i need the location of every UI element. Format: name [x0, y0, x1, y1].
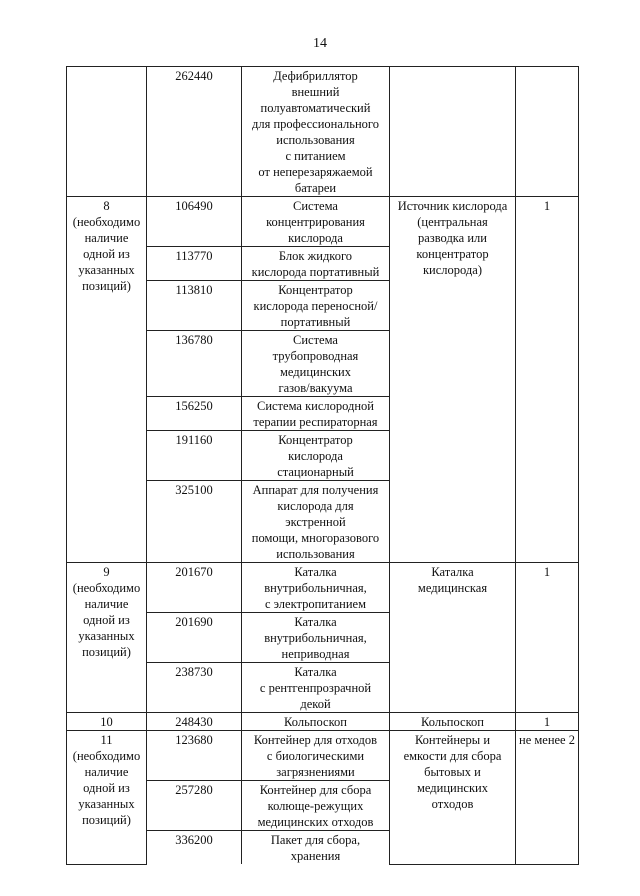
name-cell	[242, 563, 390, 613]
cell-text-line: терапии респираторная	[253, 415, 378, 429]
cell-text-line: с биологическими	[266, 749, 365, 763]
cell-text-line: (необходимо	[72, 215, 141, 229]
cell-text-line: Контейнер для отходов	[253, 733, 378, 747]
name-cell	[242, 481, 390, 563]
cell-text-line: Контейнеры и	[414, 733, 491, 747]
cell-text-line: указанных	[78, 797, 135, 811]
cell-text-line: (необходимо	[72, 581, 141, 595]
name-cell	[242, 67, 390, 197]
cell-text-line: Система	[293, 199, 338, 213]
code-cell: 238730	[147, 663, 242, 713]
cell-text-line: Каталка	[294, 565, 337, 579]
cell-text-line: позиций)	[82, 813, 131, 827]
cell-text-line: внутрибольничная,	[264, 631, 367, 645]
cell-text-line: с рентгенпрозрачной	[259, 681, 372, 695]
name-cell	[242, 247, 390, 281]
name-cell	[242, 397, 390, 431]
code-cell: 201690	[147, 613, 242, 663]
cell-text-line: Кольпоскоп	[421, 715, 484, 729]
cell-text-line: отходов	[431, 797, 474, 811]
cell-text-line: от неперезаряжаемой	[258, 165, 373, 179]
code-cell: 123680	[147, 731, 242, 781]
cell-text-line: загрязнениями	[276, 765, 355, 779]
cell-text-line: трубопроводная	[272, 349, 359, 363]
cell-text-line: одной из	[83, 247, 130, 261]
cell-text-line: медицинских	[417, 781, 488, 795]
name-cell	[242, 431, 390, 481]
type-cell	[390, 67, 516, 197]
cell-text-line: Аппарат для получения	[252, 483, 379, 497]
code-cell: 248430	[147, 713, 242, 731]
cell-text-line: 11	[100, 733, 113, 747]
cell-text-line: Источник кислорода	[397, 199, 508, 213]
cell-text-line: указанных	[78, 629, 135, 643]
table-row	[67, 67, 579, 197]
cell-text-line: указанных	[78, 263, 135, 277]
qty-cell: 1	[516, 713, 579, 731]
cell-text-line: позиций)	[82, 645, 131, 659]
name-cell	[242, 281, 390, 331]
cell-text-line: хранения	[290, 849, 341, 863]
cell-text-line: одной из	[83, 613, 130, 627]
cell-text-line: медицинских отходов	[257, 815, 374, 829]
cell-text-line: Концентратор	[278, 283, 353, 297]
cell-text-line: 10	[100, 715, 113, 729]
name-cell	[242, 331, 390, 397]
cell-text-line: емкости для сбора	[403, 749, 502, 763]
cell-text-line: использования	[276, 547, 355, 561]
table-row	[67, 563, 579, 613]
code-cell: 106490	[147, 197, 242, 247]
cell-text-line: разводка или	[418, 231, 487, 245]
code-cell: 156250	[147, 397, 242, 431]
name-cell	[242, 731, 390, 781]
cell-text-line: колюще-режущих	[267, 799, 364, 813]
code-cell: 325100	[147, 481, 242, 563]
cell-text-line: Система кислородной	[256, 399, 374, 413]
cell-text-line: экстренной	[285, 515, 346, 529]
name-cell	[242, 781, 390, 831]
name-cell	[242, 613, 390, 663]
cell-text-line: кислорода)	[422, 263, 482, 277]
code-cell: 113770	[147, 247, 242, 281]
cell-text-line: наличие	[84, 765, 129, 779]
qty-cell: не менее 2	[516, 731, 579, 865]
cell-text-line: концентратор	[416, 247, 489, 261]
cell-text-line: Пакет для сбора,	[270, 833, 361, 847]
cell-text-line: концентрирования	[266, 215, 365, 229]
type-cell	[390, 713, 516, 731]
cell-text-line: (необходимо	[72, 749, 141, 763]
name-cell	[242, 663, 390, 713]
cell-text-line: 8	[103, 199, 110, 213]
code-cell: 113810	[147, 281, 242, 331]
group-cell	[67, 197, 147, 563]
cell-text-line: наличие	[84, 597, 129, 611]
cell-text-line: (центральная	[417, 215, 488, 229]
name-cell	[242, 831, 390, 865]
cell-text-line: медицинских	[280, 365, 351, 379]
type-cell	[390, 563, 516, 713]
cell-text-line: наличие	[84, 231, 129, 245]
cell-text-line: Концентратор	[278, 433, 353, 447]
cell-text-line: полуавтоматический	[260, 101, 371, 115]
cell-text-line: портативный	[280, 315, 351, 329]
code-cell: 257280	[147, 781, 242, 831]
cell-text-line: Каталка	[294, 615, 337, 629]
qty-cell: 1	[516, 197, 579, 563]
cell-text-line: одной из	[83, 781, 130, 795]
cell-text-line: позиций)	[82, 279, 131, 293]
cell-text-line: Каталка	[294, 665, 337, 679]
cell-text-line: внешний	[291, 85, 340, 99]
name-cell	[242, 197, 390, 247]
table-row	[67, 731, 579, 781]
cell-text-line: кислорода переносной/	[253, 299, 378, 313]
equipment-table	[66, 66, 579, 865]
cell-text-line: Каталка	[431, 565, 474, 579]
cell-text-line: бытовых и	[424, 765, 481, 779]
qty-cell	[516, 67, 579, 197]
cell-text-line: газов/вакуума	[278, 381, 353, 395]
cell-text-line: Система	[293, 333, 338, 347]
cell-text-line: неприводная	[281, 647, 350, 661]
cell-text-line: кислорода	[288, 231, 343, 245]
group-cell	[67, 731, 147, 865]
qty-cell: 1	[516, 563, 579, 713]
cell-text-line: Кольпоскоп	[284, 715, 347, 729]
table-row	[67, 197, 579, 247]
code-cell: 262440	[147, 67, 242, 197]
equipment-table-body	[67, 67, 579, 865]
cell-text-line: с электропитанием	[264, 597, 366, 611]
table-row	[67, 713, 579, 731]
cell-text-line: Дефибриллятор	[273, 69, 358, 83]
cell-text-line: кислорода	[288, 449, 343, 463]
cell-text-line: помощи, многоразового	[251, 531, 380, 545]
code-cell: 136780	[147, 331, 242, 397]
name-cell	[242, 713, 390, 731]
cell-text-line: стационарный	[277, 465, 354, 479]
group-cell	[67, 67, 147, 197]
cell-text-line: Блок жидкого	[278, 249, 353, 263]
cell-text-line: использования	[276, 133, 355, 147]
code-cell: 336200	[147, 831, 242, 865]
cell-text-line: кислорода для	[277, 499, 354, 513]
cell-text-line: 9	[103, 565, 110, 579]
code-cell: 191160	[147, 431, 242, 481]
code-cell: 201670	[147, 563, 242, 613]
type-cell	[390, 197, 516, 563]
cell-text-line: декой	[300, 697, 331, 711]
cell-text-line: с питанием	[285, 149, 346, 163]
cell-text-line: медицинская	[417, 581, 488, 595]
group-cell	[67, 713, 147, 731]
cell-text-line: кислорода портативный	[251, 265, 380, 279]
page-number: 14	[313, 36, 327, 51]
cell-text-line: для профессионального	[252, 117, 379, 131]
type-cell	[390, 731, 516, 865]
cell-text-line: внутрибольничная,	[264, 581, 367, 595]
cell-text-line: Контейнер для сбора	[259, 783, 372, 797]
group-cell	[67, 563, 147, 713]
cell-text-line: батареи	[294, 181, 337, 195]
